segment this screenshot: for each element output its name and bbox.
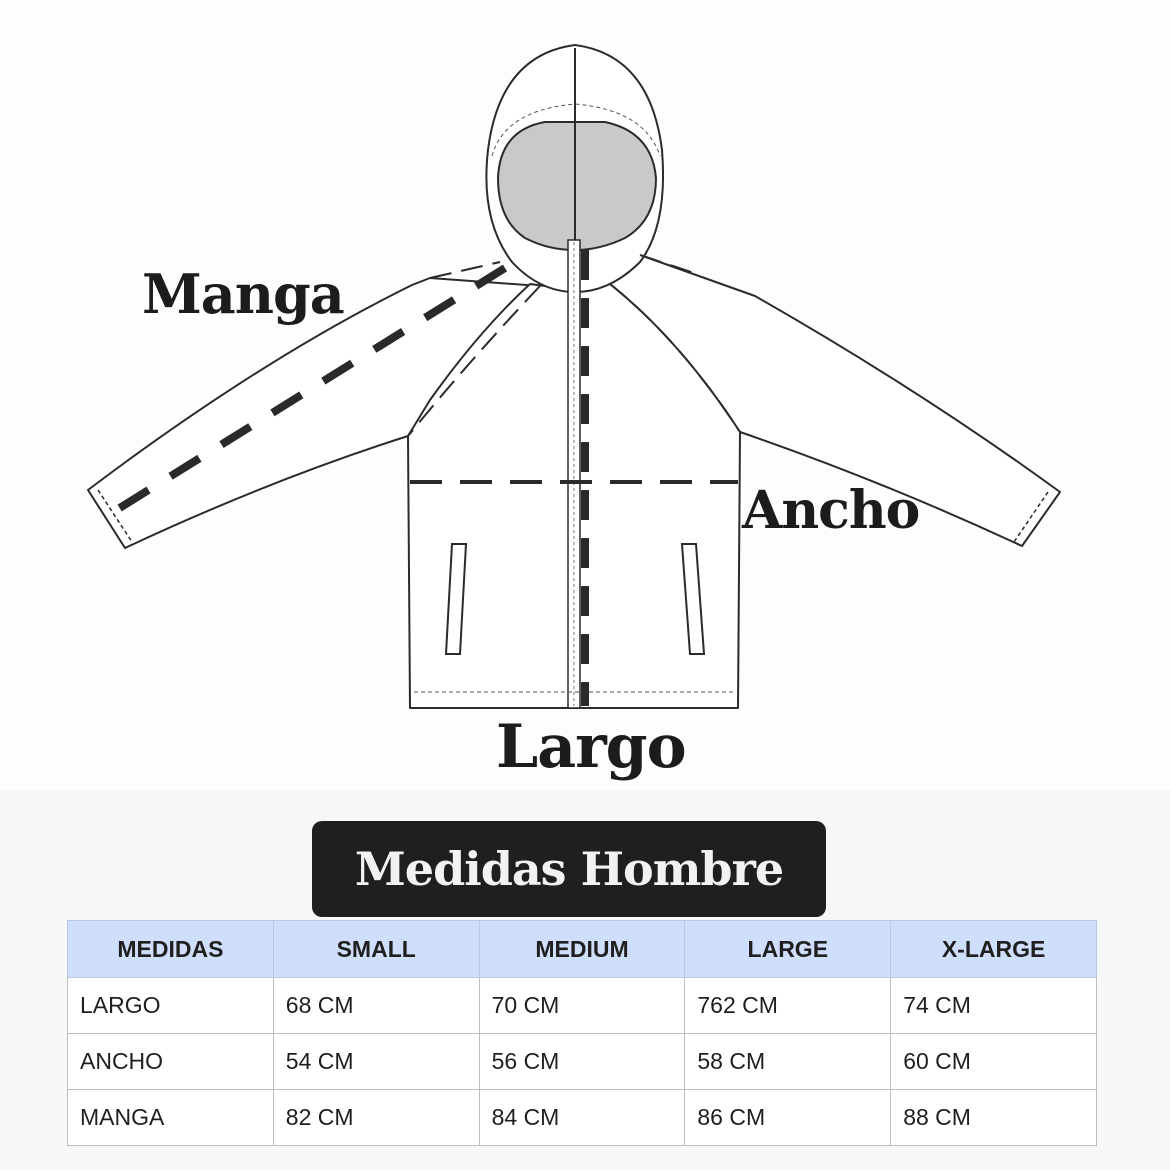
table-row <box>68 1034 1097 1090</box>
table-cell: 60 CM <box>891 1034 1097 1090</box>
length-label: Largo <box>496 712 686 782</box>
table-cell: 56 CM <box>479 1034 685 1090</box>
table-cell: 54 CM <box>273 1034 479 1090</box>
table-cell: 88 CM <box>891 1090 1097 1146</box>
column-header: MEDIDAS <box>68 921 274 978</box>
size-table <box>67 920 1097 1146</box>
column-header: MEDIUM <box>479 921 685 978</box>
hood-lining <box>498 122 656 250</box>
table-cell: MANGA <box>68 1090 274 1146</box>
table-cell: 74 CM <box>891 978 1097 1034</box>
table-cell: 86 CM <box>685 1090 891 1146</box>
table-cell: 58 CM <box>685 1034 891 1090</box>
table-cell: 82 CM <box>273 1090 479 1146</box>
column-header: LARGE <box>685 921 891 978</box>
table-cell: 762 CM <box>685 978 891 1034</box>
table-cell: 68 CM <box>273 978 479 1034</box>
table-cell: 70 CM <box>479 978 685 1034</box>
table-row <box>68 1090 1097 1146</box>
table-row <box>68 978 1097 1034</box>
page-title: Medidas Hombre <box>354 842 784 896</box>
column-header: X-LARGE <box>891 921 1097 978</box>
width-label: Ancho <box>742 480 920 541</box>
title-badge <box>312 821 826 917</box>
column-header: SMALL <box>273 921 479 978</box>
table-cell: LARGO <box>68 978 274 1034</box>
table-header-row <box>68 921 1097 978</box>
table-cell: 84 CM <box>479 1090 685 1146</box>
sleeve-label: Manga <box>142 262 344 326</box>
table-cell: ANCHO <box>68 1034 274 1090</box>
